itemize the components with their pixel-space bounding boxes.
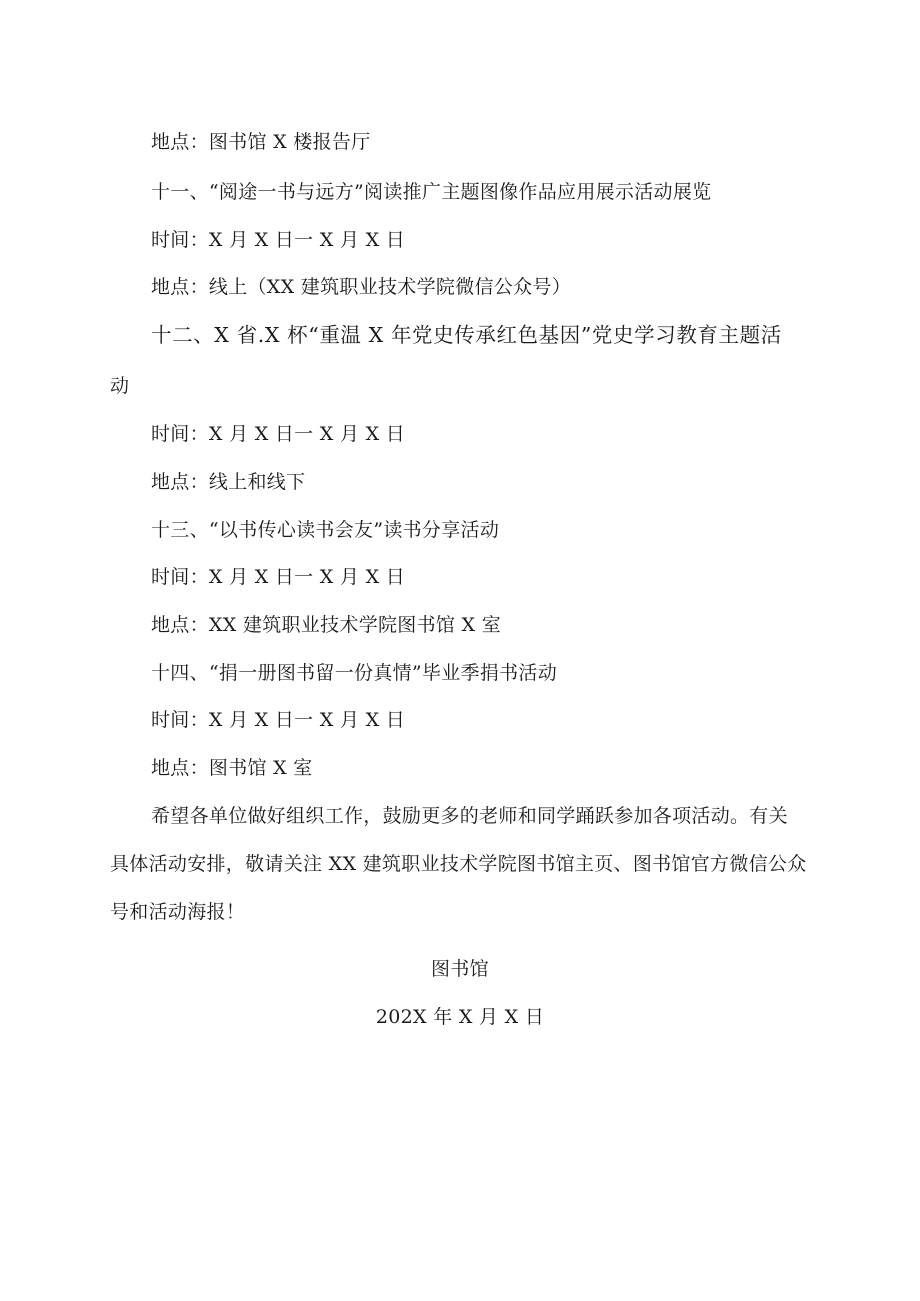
- item-12-time: 时间：X 月 X 日一 X 月 X 日: [151, 423, 406, 445]
- closing-paragraph-line1: 希望各单位做好组织工作，鼓励更多的老师和同学踊跃参加各项活动。有关: [151, 805, 788, 827]
- item-12-title-line1: 十二、X 省.X 杯“重温 X 年党史传承红色基因”党史学习教育主题活: [151, 323, 782, 347]
- item-12-place: 地点：线上和线下: [151, 471, 306, 493]
- item-13-time: 时间：X 月 X 日一 X 月 X 日: [151, 566, 406, 588]
- item-13-place: 地点：XX 建筑职业技术学院图书馆 X 室: [151, 614, 501, 636]
- signature-org: 图书馆: [431, 958, 489, 980]
- item-12-title-line2: 动: [110, 375, 130, 397]
- closing-paragraph-line3: 号和活动海报！: [110, 901, 246, 923]
- item-11-place: 地点：线上（XX 建筑职业技术学院微信公众号）: [151, 276, 571, 298]
- item-14-place: 地点：图书馆 X 室: [151, 757, 313, 779]
- item-11-time: 时间：X 月 X 日一 X 月 X 日: [151, 229, 406, 251]
- item-14-title: 十四、“捐一册图书留一份真情”毕业季捐书活动: [151, 662, 558, 684]
- item-11-title: 十一、“阅途一书与远方”阅读推广主题图像作品应用展示活动展览: [151, 181, 712, 203]
- item-14-time: 时间：X 月 X 日一 X 月 X 日: [151, 709, 406, 731]
- closing-paragraph-line2: 具体活动安排，敬请关注 XX 建筑职业技术学院图书馆主页、图书馆官方微信公众: [110, 853, 807, 875]
- signature-date: 202X 年 X 月 X 日: [375, 1006, 545, 1028]
- place-line-item-10: 地点：图书馆 X 楼报告厅: [151, 131, 371, 153]
- item-13-title: 十三、“以书传心读书会友”读书分享活动: [151, 519, 500, 541]
